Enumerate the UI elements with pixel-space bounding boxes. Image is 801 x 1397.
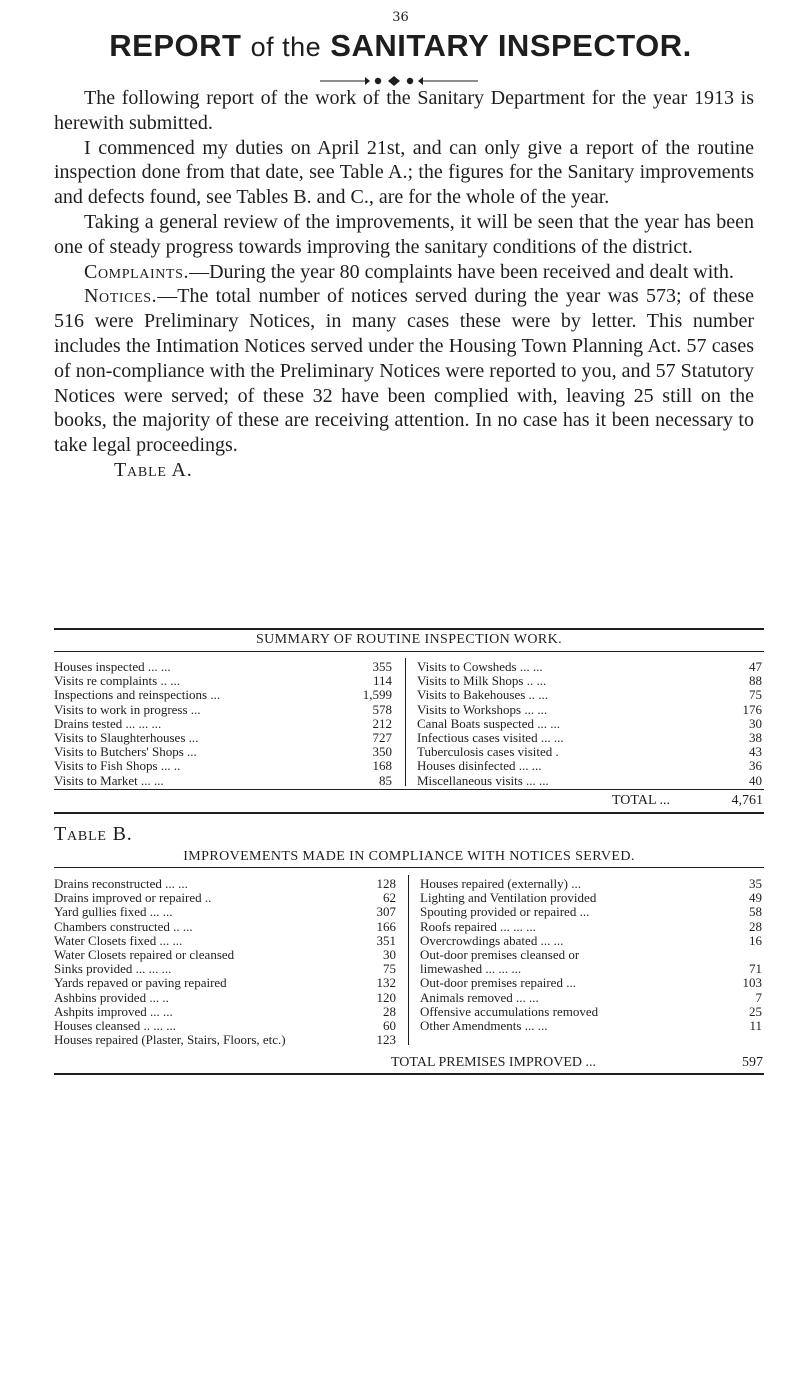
table-row	[54, 962, 396, 976]
table-a-column-divider	[405, 658, 406, 786]
row-label: Visits to Milk Shops .. ...	[417, 673, 547, 689]
row-value: 123	[376, 1032, 396, 1048]
table-a-title: SUMMARY OF ROUTINE INSPECTION WORK.	[255, 632, 563, 647]
table-row	[54, 660, 392, 674]
table-a-right-column	[417, 660, 762, 788]
table-row	[54, 674, 392, 688]
row-value: 58	[749, 904, 762, 920]
row-label: Drains reconstructed ... ...	[54, 876, 188, 891]
table-row	[54, 688, 392, 702]
table-row	[54, 934, 396, 948]
table-row	[417, 688, 762, 702]
row-value: 71	[749, 961, 762, 977]
row-label: Visits to work in progress ...	[54, 701, 201, 717]
row-value: 727	[372, 729, 392, 745]
table-row	[420, 991, 762, 1005]
paragraph-complaints	[54, 260, 754, 285]
table-b-label: Table B.	[54, 823, 133, 845]
row-label: Yard gullies fixed ... ...	[54, 904, 173, 920]
table-row	[54, 759, 392, 773]
row-value: 16	[749, 932, 762, 948]
report-title	[0, 28, 801, 64]
row-label: Chambers constructed .. ...	[54, 918, 193, 934]
table-a-label: Table A.	[114, 458, 193, 481]
table-b-total-label: TOTAL PREMISES IMPROVED ...	[391, 1055, 597, 1070]
row-value: 47	[749, 659, 762, 674]
row-label: Visits to Slaughterhouses ...	[54, 729, 199, 745]
table-row	[54, 1019, 396, 1033]
row-label: Visits re complaints .. ...	[54, 673, 180, 689]
complaints-lead: Complaints.	[84, 260, 190, 283]
row-value: 75	[383, 961, 396, 977]
row-label: Tuberculosis cases visited .	[417, 744, 559, 760]
table-a-top-rule	[54, 628, 764, 630]
row-value: 578	[372, 701, 392, 717]
row-label: Visits to Cowsheds ... ...	[417, 659, 543, 674]
row-value: 351	[376, 932, 396, 948]
table-row	[54, 1033, 396, 1047]
table-row	[54, 991, 396, 1005]
row-label: Ashpits improved ... ...	[54, 1003, 173, 1019]
row-value: 166	[376, 918, 396, 934]
table-row	[420, 891, 762, 905]
paragraph-intro: The following report of the work of the Sanitary Department for the year 1913 is herewith submitted.	[54, 87, 754, 134]
row-value: 28	[749, 918, 762, 934]
table-row	[417, 674, 762, 688]
row-label: Lighting and Ventilation provided	[420, 890, 597, 906]
table-a-total-rule	[54, 789, 764, 790]
table-row	[54, 1005, 396, 1019]
row-value: 212	[372, 715, 392, 731]
table-row	[417, 759, 762, 773]
row-value: 350	[372, 744, 392, 760]
row-value: 38	[749, 729, 762, 745]
report-body	[54, 86, 754, 483]
table-b-bottom-rule	[54, 1073, 764, 1075]
row-value: 7	[755, 989, 762, 1005]
row-value: 1,599	[362, 687, 392, 703]
table-row	[420, 948, 762, 962]
table-a-bottom-rule	[54, 812, 764, 814]
table-b-title: IMPROVEMENTS MADE IN COMPLIANCE WITH NOTICES SERVED.	[183, 849, 635, 864]
row-label: Miscellaneous visits ... ...	[417, 772, 549, 788]
table-row	[417, 703, 762, 717]
table-a-total-label: TOTAL ...	[612, 793, 670, 808]
table-a-header-rule	[54, 651, 764, 652]
table-row	[54, 877, 396, 891]
row-label: Drains tested ... ... ...	[54, 715, 162, 731]
row-value: 85	[379, 772, 392, 788]
row-label: Animals removed ... ...	[420, 989, 539, 1005]
table-row	[420, 976, 762, 990]
row-label: limewashed ... ... ...	[420, 961, 522, 977]
row-value: 132	[376, 975, 396, 991]
row-value: 35	[749, 876, 762, 891]
row-value: 11	[749, 1017, 762, 1033]
row-value: 28	[383, 1003, 396, 1019]
table-b-left-column	[54, 877, 396, 1047]
row-value: 62	[383, 890, 396, 906]
row-label: Infectious cases visited ... ...	[417, 729, 564, 745]
table-row	[417, 717, 762, 731]
row-value: 176	[742, 701, 762, 717]
row-label: Water Closets fixed ... ...	[54, 932, 183, 948]
row-value: 43	[749, 744, 762, 760]
row-label: Houses repaired (externally) ...	[420, 876, 581, 891]
row-label: Visits to Workshops ... ...	[417, 701, 548, 717]
table-row	[420, 877, 762, 891]
table-row	[417, 660, 762, 674]
row-value: 128	[376, 876, 396, 891]
row-label: Visits to Fish Shops ... ..	[54, 758, 181, 774]
title-rest: SANITARY INSPECTOR.	[330, 28, 692, 63]
row-value: 75	[749, 687, 762, 703]
complaints-text: —During the year 80 complaints have been received and dealt with.	[189, 260, 734, 283]
row-value: 36	[749, 758, 762, 774]
table-row	[420, 962, 762, 976]
table-row	[420, 920, 762, 934]
row-label: Houses inspected ... ...	[54, 659, 171, 674]
row-value: 103	[742, 975, 762, 991]
table-row	[54, 745, 392, 759]
row-label: Other Amendments ... ...	[420, 1017, 548, 1033]
table-a-total-value: 4,761	[731, 793, 763, 808]
table-row	[54, 774, 392, 788]
table-a-left-column	[54, 660, 392, 788]
table-row	[420, 1019, 762, 1033]
row-label: Roofs repaired ... ... ...	[420, 918, 536, 934]
row-label: Visits to Butchers' Shops ...	[54, 744, 197, 760]
table-row	[54, 920, 396, 934]
title-of: of the	[250, 32, 322, 62]
row-value: 30	[749, 715, 762, 731]
table-row	[420, 905, 762, 919]
row-label: Houses disinfected ... ...	[417, 758, 542, 774]
row-value: 40	[749, 772, 762, 788]
table-row	[417, 731, 762, 745]
table-row	[54, 717, 392, 731]
table-row	[54, 948, 396, 962]
notices-text: —The total number of notices served during the year was 573; of these 516 were Preliminary Notices, in many cases these were by letter. This number includes the Intimation Notices served under the Housing Town Planning Act. 57 cases of non-compliance with the Preliminary Notices were reported to you, and 57 Statutory Notices were served; of these 32 have been complied with, leaving 25 still on the books, the majority of these are receiving attention. In no case has it been necessary to take legal proceedings.	[54, 285, 754, 457]
paragraph-review: Taking a general review of the improvements, it will be seen that the year has been one of steady progress towards improving the sanitary conditions of the district.	[54, 210, 754, 258]
row-value: 355	[372, 659, 392, 674]
row-value: 25	[749, 1003, 762, 1019]
table-row	[54, 703, 392, 717]
row-label: Houses repaired (Plaster, Stairs, Floors, etc.)	[54, 1032, 286, 1048]
row-value: 120	[376, 989, 396, 1005]
paragraph-duties: I commenced my duties on April 21st, and can only give a report of the routine inspection done from that date, see Table A.; the figures for the Sanitary improvements and defects found, see Tables B. and C., are for the whole of the year.	[54, 136, 754, 209]
page-number: 36	[392, 10, 409, 25]
row-label: Canal Boats suspected ... ...	[417, 715, 560, 731]
table-row	[417, 745, 762, 759]
notices-lead: Notices.	[84, 285, 158, 308]
title-main: REPORT	[109, 28, 242, 63]
row-label: Offensive accumulations removed	[420, 1003, 599, 1019]
row-label: Yards repaved or paving repaired	[54, 975, 227, 991]
table-b-total-value: 597	[742, 1055, 763, 1070]
row-label: Visits to Bakehouses .. ...	[417, 687, 549, 703]
row-value: 114	[372, 673, 392, 689]
table-row	[54, 976, 396, 990]
table-row	[420, 934, 762, 948]
table-b-column-divider	[408, 875, 409, 1045]
row-value: 88	[749, 673, 762, 689]
table-row	[54, 731, 392, 745]
row-label: Houses cleansed .. ... ...	[54, 1017, 177, 1033]
row-label: Drains improved or repaired ..	[54, 890, 212, 906]
row-label: Visits to Market ... ...	[54, 772, 164, 788]
row-value: 307	[376, 904, 396, 920]
table-row	[54, 891, 396, 905]
row-value: 60	[383, 1017, 396, 1033]
row-label: Sinks provided ... ... ...	[54, 961, 172, 977]
table-row	[417, 774, 762, 788]
row-value: 49	[749, 890, 762, 906]
row-label: Overcrowdings abated ... ...	[420, 932, 564, 948]
row-value: 168	[372, 758, 392, 774]
row-label: Inspections and reinspections ...	[54, 687, 221, 703]
table-b-right-column	[420, 877, 762, 1033]
row-label: Ashbins provided ... ..	[54, 989, 169, 1005]
paragraph-notices	[54, 284, 754, 458]
row-label: Spouting provided or repaired ...	[420, 904, 590, 920]
table-row	[420, 1005, 762, 1019]
row-label: Out-door premises repaired ...	[420, 975, 576, 991]
table-row	[54, 905, 396, 919]
row-value: 30	[383, 946, 396, 962]
row-label: Water Closets repaired or cleansed	[54, 946, 235, 962]
table-b-header-rule	[54, 867, 764, 868]
row-label: Out-door premises cleansed or	[420, 946, 580, 962]
